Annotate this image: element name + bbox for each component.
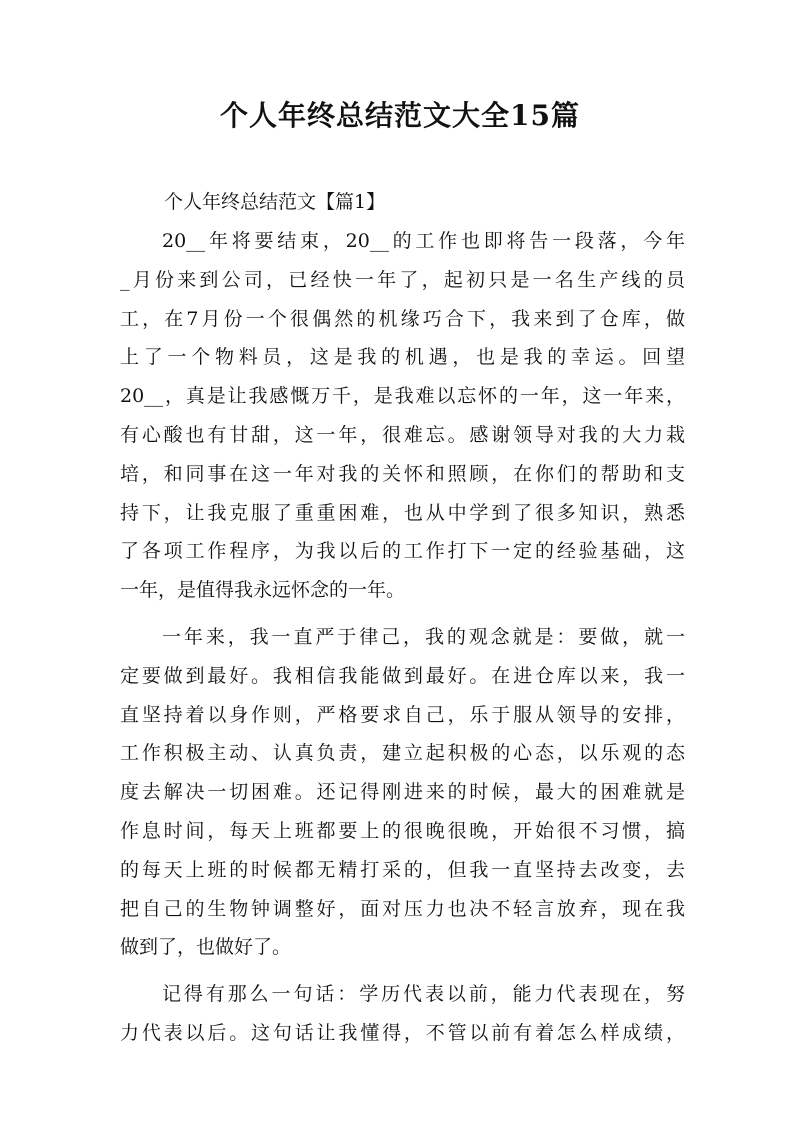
paragraph-line: 上了一个物料员，这是我的机遇，也是我的幸运。回望 [120, 346, 685, 369]
paragraph-line: _月份来到公司，已经快一年了，起初只是一名生产线的员 [120, 268, 685, 291]
paragraph-line: 一年来，我一直严于律己，我的观念就是：要做，就一 [162, 625, 685, 648]
paragraph-line: 定要做到最好。我相信我能做到最好。在进仓库以来，我一 [120, 664, 685, 687]
paragraph-line: 记得有那么一句话：学历代表以前，能力代表现在，努 [162, 983, 685, 1006]
paragraph-line: 持下，让我克服了重重困难，也从中学到了很多知识，熟悉 [120, 501, 685, 524]
section-heading: 个人年终总结范文【篇1】 [164, 191, 386, 213]
paragraph-2 [120, 618, 685, 967]
paragraph-line: 把自己的生物钟调整好，面对压力也决不轻言放弃，现在我 [120, 897, 685, 920]
paragraph-line: 度去解决一切困难。还记得刚进来的时候，最大的困难就是 [120, 781, 685, 804]
paragraph-line: 有心酸也有甘甜，这一年，很难忘。感谢领导对我的大力栽 [120, 423, 685, 446]
paragraph-line: 作息时间，每天上班都要上的很晚很晚，开始很不习惯，搞 [120, 819, 685, 842]
paragraph-line: 20__年将要结束，20__的工作也即将告一段落，今年 [162, 230, 685, 252]
document-body [120, 186, 685, 1053]
document-title: 个人年终总结范文大全15篇 [220, 99, 580, 132]
paragraph-line: 力代表以后。这句话让我懂得，不管以前有着怎么样成绩， [120, 1021, 685, 1044]
paragraph-line: 培，和同事在这一年对我的关怀和照顾，在你们的帮助和支 [120, 462, 685, 485]
paragraph-line: 做到了，也做好了。 [120, 936, 292, 959]
paragraph-line: 20__，真是让我感慨万千，是我难以忘怀的一年，这一年来， [120, 385, 685, 408]
paragraph-line: 了各项工作程序，为我以后的工作打下一定的经验基础，这 [120, 540, 685, 563]
paragraph-line: 一年，是值得我永远怀念的一年。 [120, 579, 406, 602]
paragraph-1 [120, 222, 685, 610]
paragraph-line: 工作积极主动、认真负责，建立起积极的心态，以乐观的态 [120, 742, 685, 765]
paragraph-line: 的每天上班的时候都无精打采的，但我一直坚持去改变，去 [120, 858, 685, 881]
paragraph-3 [120, 975, 685, 1053]
paragraph-line: 工，在7月份一个很偶然的机缘巧合下，我来到了仓库，做 [120, 307, 685, 330]
paragraph-line: 直坚持着以身作则，严格要求自己，乐于服从领导的安排， [120, 703, 685, 726]
